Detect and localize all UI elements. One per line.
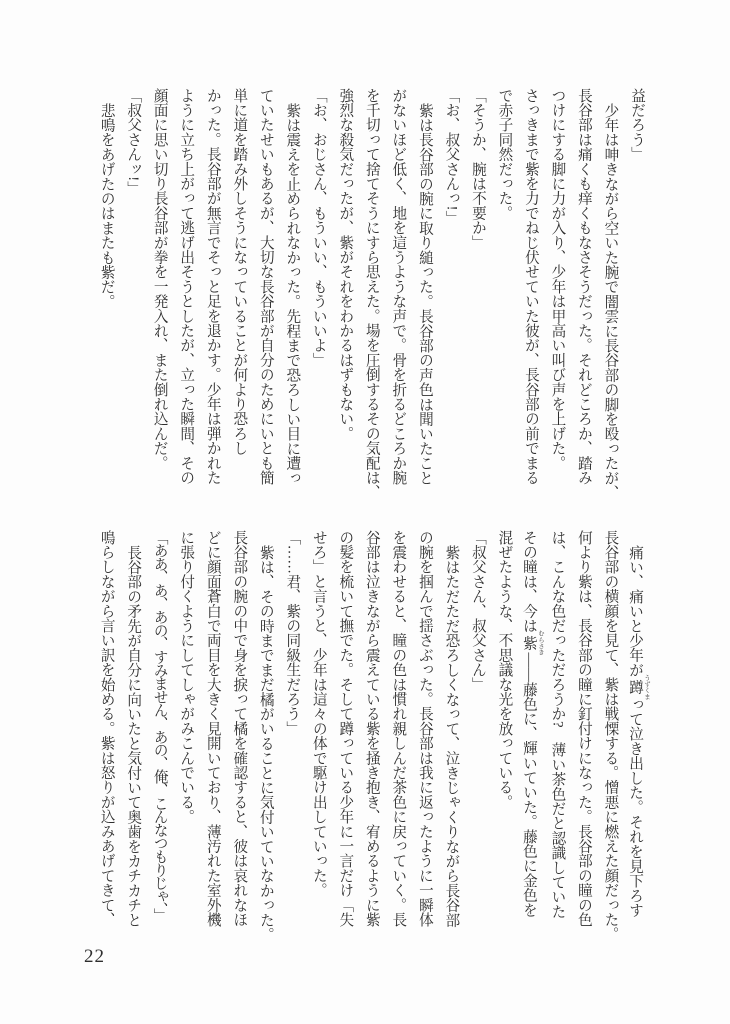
text-column bbox=[358, 88, 385, 500]
text-column bbox=[597, 88, 624, 500]
text-column bbox=[491, 530, 518, 942]
text-run: 顔面に思い切り長谷部が拳を一発入れ、また倒れ込んだ。 bbox=[151, 88, 168, 471]
text-run: に張り付くようにしてしゃがみこんでいる。 bbox=[178, 530, 195, 824]
text-column bbox=[438, 88, 465, 500]
text-run: ――藤色に、輝いていた。藤色に金色を bbox=[520, 652, 537, 918]
text-column bbox=[199, 88, 226, 500]
text-run: ていたせいもあるが、大切な長谷部が自分のためにいとも簡 bbox=[257, 88, 274, 485]
text-run: 谷部は泣きながら震えている紫を掻き抱き、宥めるように紫 bbox=[363, 530, 380, 927]
text-column bbox=[146, 88, 173, 500]
text-run: せろ」と言うと、少年は這々の体で駆け出していった。 bbox=[310, 530, 327, 898]
text-column bbox=[120, 88, 147, 500]
text-column bbox=[146, 530, 173, 942]
text-run: 紫は震えを止められなかった。先程まで恐ろしい目に遭っ bbox=[284, 102, 301, 485]
text-column bbox=[385, 88, 412, 500]
text-run: 「叔父さん、叔父さん」 bbox=[469, 530, 486, 692]
ruby-base-text: 蹲 bbox=[627, 673, 643, 700]
text-run: 単に道を踏み外しそうになっていることが何より恐ろし bbox=[231, 88, 248, 456]
text-column bbox=[385, 530, 412, 942]
text-column bbox=[252, 530, 279, 942]
text-run: ように立ち上がって逃げ出そうとしたが、立った瞬間、その bbox=[178, 88, 195, 485]
text-column bbox=[597, 530, 624, 942]
text-column bbox=[173, 530, 200, 942]
text-column bbox=[544, 88, 571, 500]
ruby-annotated-text bbox=[627, 673, 650, 700]
text-block-bottom bbox=[93, 530, 650, 942]
text-column bbox=[358, 530, 385, 942]
text-column bbox=[93, 530, 120, 942]
text-run: 紫は長谷部の腕に取り縋った。長谷部の声色は聞いたこと bbox=[416, 102, 433, 485]
text-run: 少年は呻きながら空いた腕で闇雲に長谷部の脚を殴ったが、 bbox=[602, 102, 619, 500]
text-run: どに顔面蒼白で両目を大きく見開いており、薄汚れた室外機 bbox=[204, 530, 221, 927]
text-column bbox=[332, 530, 359, 942]
ruby-base-text: 紫 bbox=[520, 629, 537, 656]
text-run: 「……君、紫の同級生だろう」 bbox=[284, 530, 301, 736]
text-run: 「お、叔父さんっ!」 bbox=[443, 88, 460, 226]
text-run: を震わせると、瞳の色は慣れ親しんだ茶色に戻っていく。長 bbox=[390, 530, 407, 927]
text-run: 鳴らしながら言い訳を始める。紫は怒りが込みあげてきて、 bbox=[98, 530, 115, 927]
text-run: 長谷部の矛先が自分に向いたと気付いて奥歯をカチカチと bbox=[125, 544, 142, 927]
text-run: 悲鳴をあげたのはまたも紫だ。 bbox=[98, 102, 115, 309]
text-column bbox=[464, 88, 491, 500]
text-column bbox=[517, 530, 544, 942]
text-column bbox=[623, 530, 650, 942]
text-run: かった。長谷部が無言でそっと足を退かす。少年は弾かれた bbox=[204, 88, 221, 485]
text-column bbox=[411, 530, 438, 942]
text-run: 益だろう」 bbox=[629, 88, 645, 162]
text-run: 混ぜたような、不思議な光を放っている。 bbox=[496, 530, 513, 810]
text-run: がないほど低く、地を這うような声で。骨を折るどころか腕 bbox=[390, 88, 407, 485]
text-column bbox=[199, 530, 226, 942]
text-column bbox=[93, 88, 120, 500]
text-column bbox=[332, 88, 359, 500]
text-column bbox=[226, 530, 253, 942]
text-run: 長谷部は痛くも痒くもなさそうだった。それどころか、踏み bbox=[575, 88, 592, 485]
furigana-text: むらさき bbox=[536, 629, 544, 656]
text-column bbox=[279, 88, 306, 500]
text-run: 紫は、その時までまだ橘がいることに気付いていなかった。 bbox=[257, 544, 274, 942]
text-run: で赤子同然だった。 bbox=[496, 88, 513, 221]
text-column bbox=[252, 88, 279, 500]
text-run: つけにする脚に力が入り、少年は甲高い叫び声を上げた。 bbox=[549, 88, 566, 471]
ruby-annotated-text bbox=[520, 629, 544, 656]
text-run: 紫はただただ恐ろしくなって、泣きじゃくりながら長谷部 bbox=[443, 544, 460, 927]
text-column bbox=[464, 530, 491, 942]
text-column bbox=[279, 530, 306, 942]
text-run: を千切って捨てそうにすら思えた。場を圧倒するその気配は、 bbox=[363, 88, 380, 500]
text-run: 長谷部の腕の中で身を捩って橘を確認すると、彼は哀れなほ bbox=[231, 530, 248, 927]
text-run: 「ああ、あ、あの、すみません、あの、俺、こんなつもりじゃ、」 bbox=[151, 530, 168, 922]
text-column bbox=[570, 530, 597, 942]
page-number: 22 bbox=[84, 946, 105, 967]
text-column bbox=[411, 88, 438, 500]
text-column bbox=[120, 530, 147, 942]
text-run: 「叔父さんッ!」 bbox=[125, 88, 142, 196]
text-column bbox=[305, 530, 332, 942]
text-column bbox=[544, 530, 571, 942]
text-run: 「お、おじさん、もういい、もういいよ」 bbox=[310, 88, 327, 368]
text-column bbox=[570, 88, 597, 500]
furigana-text: うずくま bbox=[643, 673, 650, 700]
text-run: の髪を梳いて撫でた。そして蹲っている少年に一言だけ「失 bbox=[337, 530, 354, 927]
text-run: って泣き出した。それを見下ろす bbox=[627, 696, 643, 918]
text-run: の腕を掴んで揺さぶった。長谷部は我に返ったように一瞬体 bbox=[416, 530, 433, 927]
text-column bbox=[173, 88, 200, 500]
text-run: 強烈な殺気だったが、紫がそれをわかるはずもない。 bbox=[337, 88, 354, 441]
text-run: 長谷部の横顔を見て、紫は戦慄する。憎悪に燃えた顔だった。 bbox=[602, 530, 619, 942]
text-run: 何より紫は、長谷部の瞳に釘付けになった。長谷部の瞳の色 bbox=[575, 530, 592, 927]
text-block-top bbox=[93, 88, 650, 500]
text-column bbox=[226, 88, 253, 500]
text-run: は、こんな色だっただろうか? 薄い茶色だと認識していた bbox=[549, 530, 566, 919]
text-run: 痛い、痛いと少年が bbox=[627, 544, 643, 677]
text-column bbox=[491, 88, 518, 500]
text-column bbox=[623, 88, 650, 500]
text-run: 「そうか、腕は不要か」 bbox=[469, 88, 486, 250]
text-run: その瞳は、今は bbox=[520, 530, 537, 633]
text-column bbox=[305, 88, 332, 500]
text-column bbox=[438, 530, 465, 942]
text-run: さっきまで紫を力でねじ伏せていた彼が、長谷部の前でまる bbox=[522, 88, 539, 485]
text-column bbox=[517, 88, 544, 500]
